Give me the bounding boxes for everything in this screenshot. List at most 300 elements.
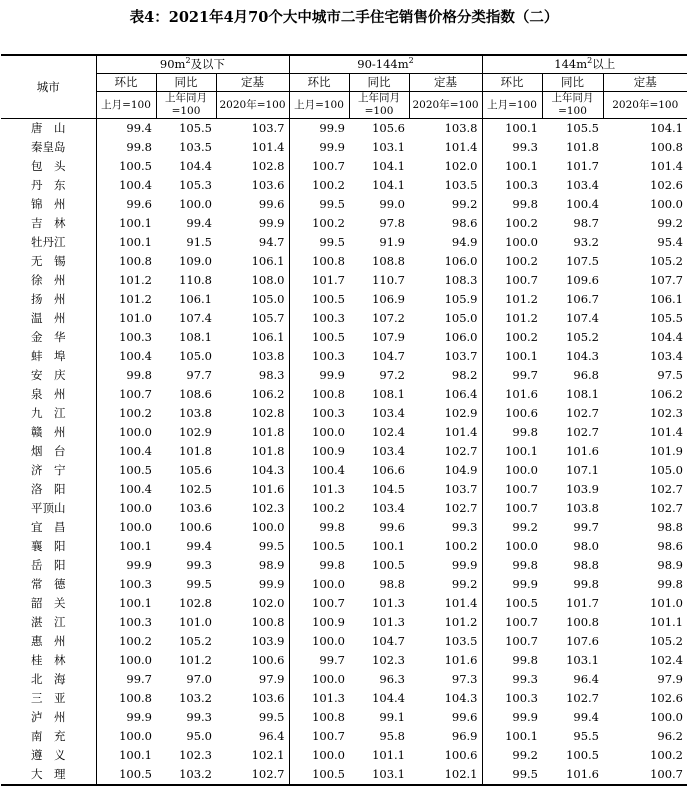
base-label-fixed: 2020年=100 [603, 92, 687, 119]
table-row [1, 670, 687, 689]
value-cell: 99.9 [126, 558, 152, 572]
value-cell: 101.0 [650, 596, 683, 610]
value-cell: 99.7 [573, 520, 599, 534]
table-row [1, 518, 687, 537]
value-cell: 100.5 [312, 539, 345, 553]
value-cell: 98.2 [409, 366, 482, 385]
value-cell: 95.0 [186, 729, 212, 743]
value-cell: 100.2 [505, 330, 538, 344]
value-cell: 99.9 [512, 577, 538, 591]
value-cell: 107.4 [566, 311, 599, 325]
value-cell: 99.6 [409, 708, 482, 727]
city-cell: 三 亚 [1, 689, 96, 708]
value-cell: 99.3 [186, 710, 212, 724]
value-cell: 100.1 [119, 216, 152, 230]
table-row [1, 613, 687, 632]
value-cell: 100.3 [119, 330, 152, 344]
base-label-mom: 上月=100 [96, 92, 156, 119]
value-cell: 103.2 [179, 691, 212, 705]
value-cell: 100.3 [119, 615, 152, 629]
value-cell: 101.6 [409, 651, 482, 670]
value-cell: 99.4 [126, 121, 152, 135]
group-header-small: $90m^2$及以下 [96, 55, 289, 74]
value-cell: 100.3 [312, 311, 345, 325]
city-cell: 济 宁 [1, 461, 96, 480]
value-cell: 101.6 [505, 387, 538, 401]
value-cell: 101.8 [179, 444, 212, 458]
table-row [1, 290, 687, 309]
value-cell: 100.7 [312, 729, 345, 743]
value-cell: 99.5 [319, 235, 345, 249]
value-cell: 108.3 [409, 271, 482, 290]
value-cell: 99.3 [512, 140, 538, 154]
value-cell: 108.1 [179, 330, 212, 344]
value-cell: 97.2 [379, 368, 405, 382]
value-cell: 99.8 [319, 558, 345, 572]
value-cell: 99.5 [216, 708, 289, 727]
value-cell: 100.0 [650, 197, 683, 211]
value-cell: 100.1 [119, 748, 152, 762]
value-cell: 100.6 [216, 651, 289, 670]
value-cell: 102.3 [650, 406, 683, 420]
value-cell: 100.0 [119, 520, 152, 534]
value-cell: 99.9 [512, 710, 538, 724]
value-cell: 100.8 [312, 387, 345, 401]
value-cell: 100.0 [505, 235, 538, 249]
value-cell: 105.0 [650, 463, 683, 477]
value-cell: 101.7 [566, 159, 599, 173]
value-cell: 99.5 [216, 537, 289, 556]
city-cell: 南 充 [1, 727, 96, 746]
value-cell: 100.3 [505, 178, 538, 192]
value-cell: 100.2 [505, 254, 538, 268]
base-label-mom: 上月=100 [289, 92, 349, 119]
value-cell: 107.6 [566, 634, 599, 648]
value-cell: 104.7 [372, 349, 405, 363]
value-cell: 110.7 [372, 273, 405, 287]
value-cell: 100.0 [312, 577, 345, 591]
value-cell: 100.5 [566, 748, 599, 762]
city-cell: 遵 义 [1, 746, 96, 765]
value-cell: 105.2 [650, 254, 683, 268]
value-cell: 103.9 [566, 482, 599, 496]
city-cell: 赣 州 [1, 423, 96, 442]
value-cell: 99.3 [512, 672, 538, 686]
value-cell: 101.2 [119, 292, 152, 306]
base-header-row [1, 92, 687, 119]
value-cell: 104.9 [409, 461, 482, 480]
value-cell: 101.3 [372, 615, 405, 629]
value-cell: 99.8 [126, 368, 152, 382]
value-cell: 100.5 [289, 765, 349, 785]
value-cell: 103.4 [372, 406, 405, 420]
value-cell: 105.6 [179, 463, 212, 477]
value-cell: 95.4 [657, 235, 683, 249]
sub-header-fixed: 定基 [216, 74, 289, 92]
value-cell: 94.9 [409, 233, 482, 252]
value-cell: 105.2 [650, 634, 683, 648]
value-cell: 106.4 [409, 385, 482, 404]
value-cell: 105.5 [650, 311, 683, 325]
value-cell: 99.6 [126, 197, 152, 211]
value-cell: 99.2 [409, 195, 482, 214]
value-cell: 107.1 [566, 463, 599, 477]
sub-header-mom: 环比 [482, 74, 542, 92]
value-cell: 96.2 [657, 729, 683, 743]
city-cell: 韶 关 [1, 594, 96, 613]
value-cell: 100.3 [312, 406, 345, 420]
city-cell: 宜 昌 [1, 518, 96, 537]
city-cell: 无 锡 [1, 252, 96, 271]
value-cell: 101.4 [409, 594, 482, 613]
value-cell: 96.3 [379, 672, 405, 686]
value-cell: 99.2 [512, 748, 538, 762]
value-cell: 106.1 [216, 252, 289, 271]
value-cell: 102.1 [409, 765, 482, 785]
value-cell: 100.0 [312, 634, 345, 648]
value-cell: 100.1 [119, 235, 152, 249]
value-cell: 99.9 [216, 575, 289, 594]
value-cell: 91.9 [379, 235, 405, 249]
value-cell: 103.8 [409, 119, 482, 139]
value-cell: 104.4 [372, 691, 405, 705]
value-cell: 97.0 [186, 672, 212, 686]
table-row [1, 423, 687, 442]
value-cell: 108.8 [372, 254, 405, 268]
value-cell: 97.9 [216, 670, 289, 689]
value-cell: 105.7 [216, 309, 289, 328]
value-cell: 99.8 [512, 425, 538, 439]
table-row [1, 347, 687, 366]
table-row [1, 252, 687, 271]
value-cell: 99.0 [379, 197, 405, 211]
value-cell: 99.2 [512, 520, 538, 534]
value-cell: 101.2 [505, 292, 538, 306]
value-cell: 103.5 [409, 632, 482, 651]
value-cell: 100.7 [505, 482, 538, 496]
value-cell: 100.5 [119, 159, 152, 173]
value-cell: 100.5 [505, 596, 538, 610]
value-cell: 104.3 [566, 349, 599, 363]
value-cell: 93.2 [573, 235, 599, 249]
value-cell: 100.9 [312, 615, 345, 629]
value-cell: 109.6 [566, 273, 599, 287]
value-cell: 100.1 [372, 539, 405, 553]
value-cell: 101.4 [650, 159, 683, 173]
base-label-yoy: 上年同月=100 [156, 92, 216, 119]
sub-header-fixed: 定基 [603, 74, 687, 92]
city-cell: 蚌 埠 [1, 347, 96, 366]
table-row [1, 499, 687, 518]
value-cell: 100.5 [312, 292, 345, 306]
value-cell: 99.7 [512, 368, 538, 382]
value-cell: 100.7 [505, 501, 538, 515]
value-cell: 99.9 [319, 368, 345, 382]
value-cell: 103.4 [372, 444, 405, 458]
city-cell: 湛 江 [1, 613, 96, 632]
value-cell: 100.7 [119, 387, 152, 401]
value-cell: 106.6 [372, 463, 405, 477]
group-header-medium: $90-144m^2$ [289, 55, 482, 74]
value-cell: 100.1 [505, 729, 538, 743]
value-cell: 100.8 [312, 710, 345, 724]
value-cell: 99.6 [216, 195, 289, 214]
city-cell: 包 头 [1, 157, 96, 176]
table-row [1, 575, 687, 594]
value-cell: 100.2 [505, 216, 538, 230]
value-cell: 98.7 [573, 216, 599, 230]
base-label-yoy: 上年同月=100 [542, 92, 603, 119]
value-cell: 99.9 [409, 556, 482, 575]
table-row [1, 442, 687, 461]
city-cell: 泉 州 [1, 385, 96, 404]
table-row [1, 404, 687, 423]
base-label-yoy: 上年同月=100 [349, 92, 409, 119]
value-cell: 100.2 [312, 216, 345, 230]
value-cell: 99.8 [657, 577, 683, 591]
value-cell: 102.0 [409, 157, 482, 176]
table-row [1, 480, 687, 499]
value-cell: 99.3 [186, 558, 212, 572]
value-cell: 95.8 [379, 729, 405, 743]
table-row [1, 708, 687, 727]
value-cell: 102.6 [650, 691, 683, 705]
value-cell: 106.2 [216, 385, 289, 404]
sub-header-mom: 环比 [96, 74, 156, 92]
city-cell: 温 州 [1, 309, 96, 328]
value-cell: 101.6 [542, 765, 603, 785]
city-cell: 泸 州 [1, 708, 96, 727]
value-cell: 107.5 [566, 254, 599, 268]
value-cell: 98.3 [216, 366, 289, 385]
value-cell: 95.5 [573, 729, 599, 743]
value-cell: 99.5 [319, 197, 345, 211]
value-cell: 100.0 [119, 501, 152, 515]
value-cell: 103.2 [156, 765, 216, 785]
value-cell: 100.6 [409, 746, 482, 765]
value-cell: 100.1 [119, 596, 152, 610]
value-cell: 100.1 [505, 159, 538, 173]
value-cell: 100.3 [119, 577, 152, 591]
value-cell: 103.8 [179, 406, 212, 420]
value-cell: 101.7 [312, 273, 345, 287]
value-cell: 104.4 [650, 330, 683, 344]
value-cell: 102.1 [216, 746, 289, 765]
value-cell: 99.5 [482, 765, 542, 785]
value-cell: 101.2 [179, 653, 212, 667]
sub-header-row [1, 74, 687, 92]
table-row [1, 385, 687, 404]
value-cell: 110.8 [179, 273, 212, 287]
value-cell: 102.6 [650, 178, 683, 192]
city-cell: 徐 州 [1, 271, 96, 290]
value-cell: 102.7 [566, 406, 599, 420]
value-cell: 103.1 [372, 140, 405, 154]
value-cell: 106.0 [409, 328, 482, 347]
value-cell: 100.8 [119, 254, 152, 268]
value-cell: 99.3 [409, 518, 482, 537]
price-index-table [1, 54, 687, 786]
value-cell: 100.7 [312, 159, 345, 173]
value-cell: 100.0 [216, 518, 289, 537]
city-cell: 桂 林 [1, 651, 96, 670]
value-cell: 100.0 [505, 539, 538, 553]
value-cell: 98.8 [379, 577, 405, 591]
table-row [1, 632, 687, 651]
value-cell: 103.4 [650, 349, 683, 363]
value-cell: 100.1 [505, 121, 538, 135]
city-cell: 北 海 [1, 670, 96, 689]
value-cell: 108.6 [179, 387, 212, 401]
value-cell: 101.6 [566, 444, 599, 458]
value-cell: 106.9 [372, 292, 405, 306]
value-cell: 100.0 [119, 653, 152, 667]
value-cell: 99.8 [512, 558, 538, 572]
value-cell: 102.3 [179, 748, 212, 762]
value-cell: 100.7 [312, 596, 345, 610]
value-cell: 109.0 [179, 254, 212, 268]
value-cell: 100.2 [312, 178, 345, 192]
value-cell: 105.0 [216, 290, 289, 309]
value-cell: 94.7 [216, 233, 289, 252]
value-cell: 101.2 [119, 273, 152, 287]
value-cell: 103.1 [566, 653, 599, 667]
value-cell: 108.1 [372, 387, 405, 401]
value-cell: 102.7 [216, 765, 289, 785]
value-cell: 100.5 [372, 558, 405, 572]
value-cell: 101.4 [409, 138, 482, 157]
value-cell: 99.7 [319, 653, 345, 667]
table-row [1, 689, 687, 708]
value-cell: 103.6 [179, 501, 212, 515]
value-cell: 103.7 [409, 480, 482, 499]
city-cell: 锦 州 [1, 195, 96, 214]
value-cell: 105.2 [566, 330, 599, 344]
value-cell: 100.0 [119, 425, 152, 439]
value-cell: 99.4 [573, 710, 599, 724]
value-cell: 98.8 [573, 558, 599, 572]
value-cell: 104.5 [372, 482, 405, 496]
value-cell: 102.7 [650, 501, 683, 515]
value-cell: 100.4 [312, 463, 345, 477]
group-header-large: $144m^2$以上 [482, 55, 687, 74]
page-title: 表4：2021年4月70个大中城市二手住宅销售价格分类指数（二） [129, 9, 559, 26]
value-cell: 101.0 [119, 311, 152, 325]
value-cell: 102.5 [179, 482, 212, 496]
table-row [1, 138, 687, 157]
value-cell: 107.9 [372, 330, 405, 344]
table-row [1, 556, 687, 575]
city-cell: 秦皇岛 [1, 138, 96, 157]
value-cell: 99.4 [186, 216, 212, 230]
value-cell: 100.4 [119, 178, 152, 192]
city-cell: 吉 林 [1, 214, 96, 233]
value-cell: 104.1 [650, 121, 683, 135]
value-cell: 102.7 [566, 425, 599, 439]
table-row [1, 651, 687, 670]
value-cell: 108.1 [566, 387, 599, 401]
value-cell: 104.3 [216, 461, 289, 480]
value-cell: 103.6 [216, 176, 289, 195]
value-cell: 99.4 [186, 539, 212, 553]
value-cell: 104.4 [179, 159, 212, 173]
value-cell: 100.2 [409, 537, 482, 556]
value-cell: 102.7 [409, 499, 482, 518]
value-cell: 105.6 [372, 121, 405, 135]
value-cell: 102.4 [372, 425, 405, 439]
value-cell: 100.8 [650, 140, 683, 154]
sub-header-mom: 环比 [289, 74, 349, 92]
city-cell: 平顶山 [1, 499, 96, 518]
value-cell: 103.4 [372, 501, 405, 515]
value-cell: 99.2 [657, 216, 683, 230]
value-cell: 104.3 [409, 689, 482, 708]
table-row [1, 309, 687, 328]
value-cell: 101.3 [312, 482, 345, 496]
value-cell: 98.9 [657, 558, 683, 572]
table-row [1, 366, 687, 385]
value-cell: 104.1 [372, 178, 405, 192]
city-cell: 大 理 [1, 765, 96, 785]
value-cell: 99.9 [319, 121, 345, 135]
value-cell: 100.3 [312, 349, 345, 363]
value-cell: 101.8 [216, 442, 289, 461]
value-cell: 100.5 [312, 330, 345, 344]
table-row [1, 461, 687, 480]
value-cell: 106.1 [650, 292, 683, 306]
value-cell: 96.8 [573, 368, 599, 382]
sub-header-yoy: 同比 [156, 74, 216, 92]
value-cell: 101.1 [650, 615, 683, 629]
sub-header-fixed: 定基 [409, 74, 482, 92]
base-label-fixed: 2020年=100 [216, 92, 289, 119]
value-cell: 99.8 [512, 653, 538, 667]
table-body [1, 119, 687, 786]
value-cell: 100.4 [566, 197, 599, 211]
value-cell: 102.8 [216, 404, 289, 423]
value-cell: 106.1 [179, 292, 212, 306]
value-cell: 102.3 [372, 653, 405, 667]
value-cell: 103.7 [216, 119, 289, 139]
city-cell: 岳 阳 [1, 556, 96, 575]
value-cell: 97.7 [186, 368, 212, 382]
value-cell: 103.8 [566, 501, 599, 515]
value-cell: 99.6 [379, 520, 405, 534]
table-row [1, 271, 687, 290]
value-cell: 105.0 [409, 309, 482, 328]
city-cell: 丹 东 [1, 176, 96, 195]
value-cell: 107.4 [179, 311, 212, 325]
value-cell: 101.3 [312, 691, 345, 705]
value-cell: 96.9 [409, 727, 482, 746]
city-cell: 洛 阳 [1, 480, 96, 499]
value-cell: 106.0 [409, 252, 482, 271]
city-column-header: 城市 [1, 55, 96, 119]
value-cell: 103.7 [409, 347, 482, 366]
value-cell: 99.2 [409, 575, 482, 594]
city-cell: 牡丹江 [1, 233, 96, 252]
base-label-mom: 上月=100 [482, 92, 542, 119]
value-cell: 100.2 [119, 634, 152, 648]
value-cell: 100.6 [179, 520, 212, 534]
value-cell: 100.1 [119, 539, 152, 553]
table-row [1, 157, 687, 176]
value-cell: 101.3 [372, 596, 405, 610]
value-cell: 100.6 [505, 406, 538, 420]
value-cell: 105.0 [179, 349, 212, 363]
value-cell: 105.3 [179, 178, 212, 192]
value-cell: 100.0 [312, 672, 345, 686]
